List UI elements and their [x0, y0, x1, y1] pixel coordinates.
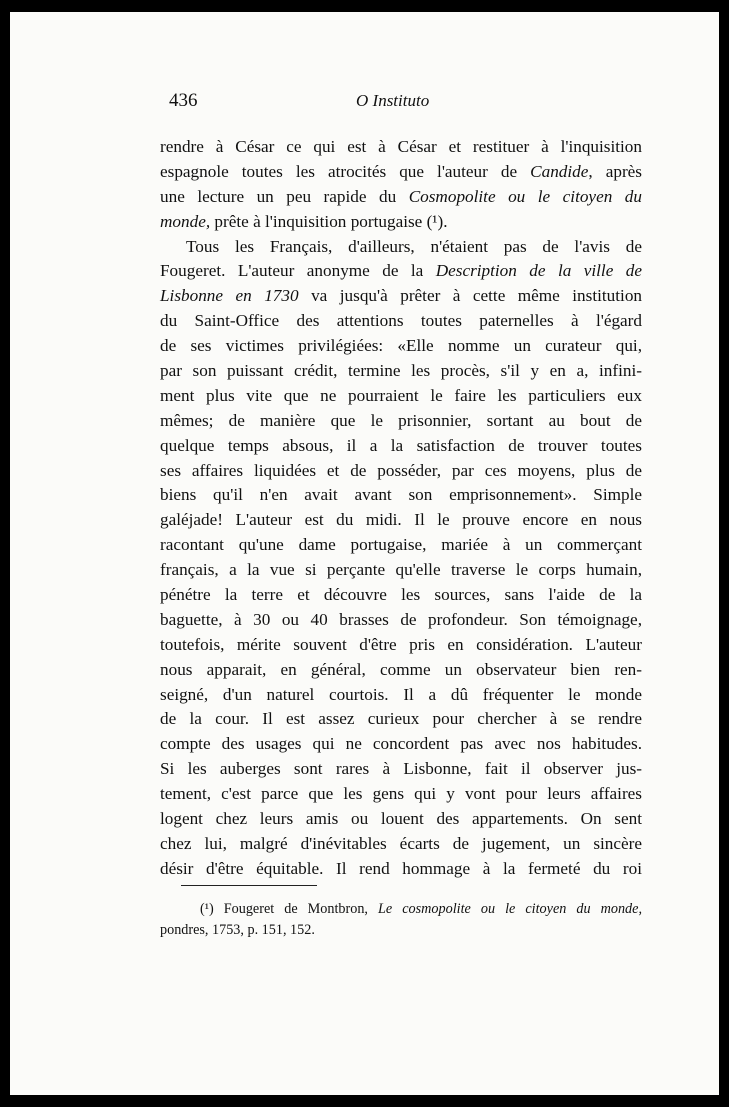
text-line: monde, prête à l'inquisition portugaise (¹).	[160, 211, 448, 231]
text-line: rendre à César ce qui est à César et restituer à l'inquisition	[160, 137, 642, 156]
text-line: galéjade! L'auteur est du midi. Il le prouve encore en nous	[160, 510, 642, 530]
footnote-divider	[181, 885, 317, 886]
footnote	[160, 899, 642, 941]
page-number: 436	[169, 90, 198, 111]
page-header	[10, 90, 719, 116]
text-line: compte des usages qui ne concordent pas avec nos habitudes.	[160, 734, 642, 754]
text-line: pénétre la terre et découvre les sources, sans l'aide de la	[160, 585, 642, 605]
text-line: français, a la vue si perçante qu'elle traverse le corps humain,	[160, 560, 642, 580]
text-line: Fougeret. L'auteur anonyme de la Description de la ville de	[160, 261, 642, 281]
text-line: ment plus vite que ne pourraient le faire les particuliers eux	[160, 385, 642, 405]
footnote-line: pondres, 1753, p. 151, 152.	[160, 922, 315, 938]
running-title: O Instituto	[356, 91, 430, 110]
text-line: de la cour. Il est assez curieux pour chercher à se rendre	[160, 709, 642, 729]
text-line: Si les auberges sont rares à Lisbonne, fait il observer jus-	[160, 759, 642, 779]
text-line: chez lui, malgré d'inévitables écarts de jugement, un sincère	[160, 833, 642, 853]
text-line: de ses victimes privilégiées: «Elle nomme un curateur qui,	[160, 336, 642, 356]
text-line: une lecture un peu rapide du Cosmopolite ou le citoyen du	[160, 186, 642, 206]
text-line: racontant qu'une dame portugaise, mariée à un commerçant	[160, 535, 642, 555]
text-line: nous apparait, en général, comme un observateur bien ren-	[160, 659, 642, 679]
text-line: baguette, à 30 ou 40 brasses de profondeur. Son témoignage,	[160, 609, 642, 629]
text-line: toutefois, mérite souvent d'être pris en considération. L'auteur	[160, 634, 642, 654]
text-line: mêmes; de manière que le prisonnier, sortant au bout de	[160, 410, 642, 430]
footnote-line: (¹) Fougeret de Montbron, Le cosmopolite ou le citoyen du monde,	[200, 901, 642, 917]
text-line: tement, c'est parce que les gens qui y vont pour leurs affaires	[160, 784, 642, 804]
text-line: seigné, d'un naturel courtois. Il a dû fréquenter le monde	[160, 684, 642, 704]
text-line: quelque temps absous, il a la satisfaction de trouver toutes	[160, 435, 642, 455]
text-line: du Saint-Office des attentions toutes paternelles à l'égard	[160, 311, 642, 331]
text-line: par son puissant crédit, termine les procès, s'il y en a, infini-	[160, 361, 642, 381]
text-line: biens qu'il n'en avait avant son emprisonnement». Simple	[160, 485, 642, 505]
document-page	[10, 12, 719, 1095]
text-line: ses affaires liquidées et de posséder, par ces moyens, plus de	[160, 460, 642, 480]
text-line: Tous les Français, d'ailleurs, n'étaient pas de l'avis de	[186, 236, 642, 256]
body-text	[160, 135, 642, 882]
text-line: désir d'être équitable. Il rend hommage à la fermeté du roi	[160, 858, 642, 878]
text-line: Lisbonne en 1730 va jusqu'à prêter à cette même institution	[160, 286, 643, 306]
text-line: logent chez leurs amis ou louent des appartements. On sent	[160, 809, 642, 829]
text-line: espagnole toutes les atrocités que l'auteur de Candide, après	[160, 161, 642, 181]
